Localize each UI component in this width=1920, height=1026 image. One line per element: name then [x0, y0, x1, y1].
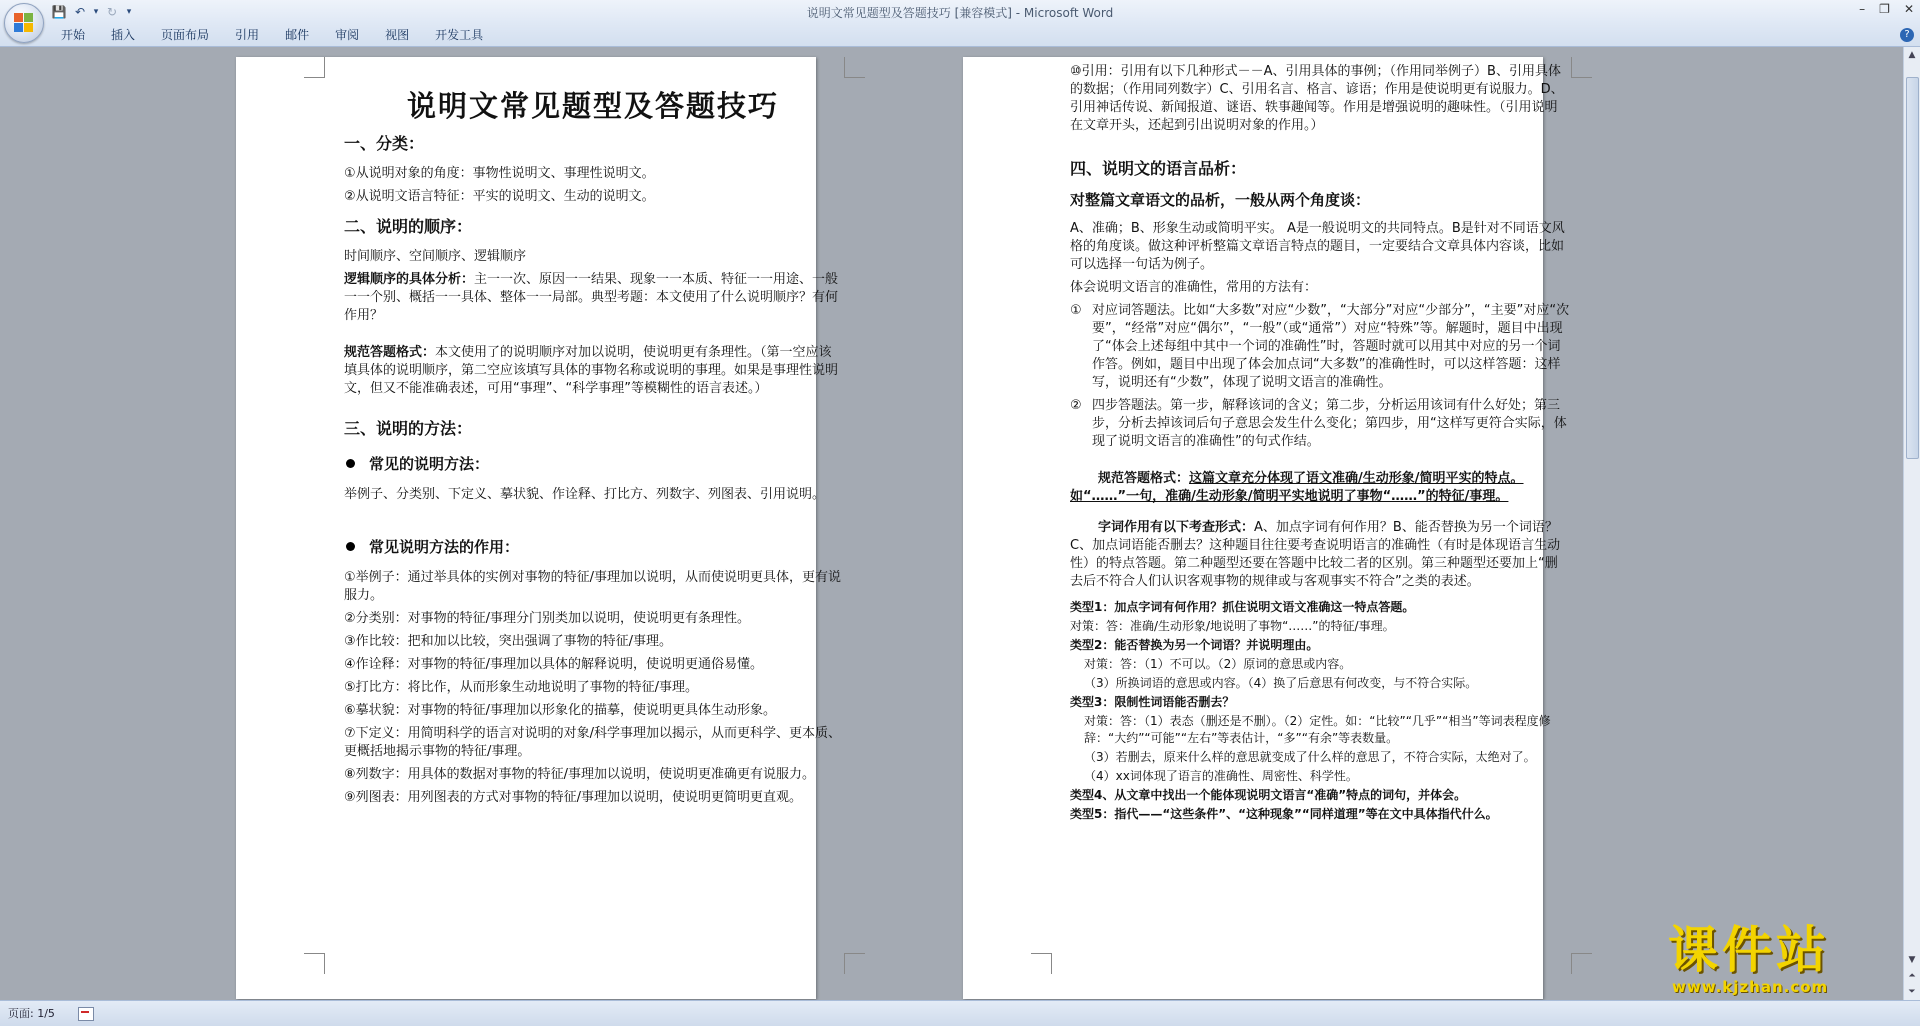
paragraph	[1070, 470, 1570, 506]
crop-mark	[304, 57, 325, 78]
bullet-icon	[346, 542, 355, 551]
text: A、加点字词有何作用？B、能否替换为另一个词语？C、加点词语能否删去？这种题目往往要考查说明语言的准确性（有时是体现语言生动性）的特点答题。第二种题型还要在答题中比较二者的区别。第三种题型还要加上“删去后不符合人们认识客观事物的规律或与客观事实不符合”之类的表述。	[1070, 520, 1561, 589]
crop-mark	[1571, 57, 1592, 78]
scroll-down-icon[interactable]: ▼	[1908, 955, 1916, 965]
list-item: ⑨列图表：用列图表的方式对事物的特征/事理加以说明，使说明更简明更直观。	[344, 790, 803, 805]
tab-page-layout[interactable]: 页面布局	[161, 28, 210, 42]
paragraph: 体会说明文语言的准确性，常用的方法有：	[1070, 280, 1318, 295]
bullet-icon	[346, 459, 355, 468]
crop-mark	[844, 57, 865, 78]
document-title: 说明文常见题型及答题技巧	[406, 89, 779, 123]
office-button[interactable]	[4, 3, 44, 43]
type-heading: 类型3：限制性词语能否删去？	[1070, 695, 1235, 709]
tab-home[interactable]: 开始	[61, 28, 86, 42]
heading-methods: 三、说明的方法：	[344, 419, 473, 438]
minimize-icon[interactable]: –	[1859, 2, 1866, 16]
type-heading: 类型2：能否替换为另一个词语？并说明理由。	[1070, 638, 1319, 652]
paragraph: 对策：答：（1）不可以。（2）原词的意思或内容。	[1084, 657, 1352, 671]
watermark-url: www.kjzhan.com	[1672, 978, 1829, 996]
next-page-icon[interactable]: ⏷	[1908, 987, 1916, 997]
text: 本文使用了的说明顺序对加以说明，使说明更有条理性。（第一空应该填具体的说明顺序，第二空应该填写具体的事物名称或说明的事理。如果是事理性说明文，但又不能准确表述，可用“事理”、“科学事理”等模糊性的语言表述。）	[344, 345, 839, 396]
document-page-1[interactable]	[236, 57, 842, 999]
list-number: ②	[1070, 398, 1082, 413]
text: 这篇文章充分体现了语文准确/生动形象/简明平实的特点。如“……”一句，准确/生动形象/简明平实地说明了事物“……”的特征/事理。	[1070, 471, 1524, 504]
customize-qat-icon[interactable]: ▾	[126, 7, 132, 17]
list-item: ② 四步答题法。第一步，解释该词的含义；第二步，分析运用该词有什么好处；第三步，分析去掉该词后句子意思会发生什么变化；第四步，用“这样写更符合实际，体现了说明文语言的准确性”的句式作结。	[1070, 398, 1567, 449]
tab-view[interactable]: 视图	[385, 28, 410, 42]
list-item: ⑤打比方：将比作，从而形象生动地说明了事物的特征/事理。	[344, 680, 699, 695]
bullet-heading: 常见说明方法的作用：	[344, 537, 842, 557]
crop-mark	[1571, 953, 1592, 974]
list-item: ⑧列数字：用具体的数据对事物的特征/事理加以说明，使说明更准确更有说服力。	[344, 767, 816, 782]
heading-order: 二、说明的顺序：	[344, 217, 473, 236]
subheading: 对整篇文章语文的品析，一般从两个角度谈：	[1070, 191, 1371, 209]
office-logo-icon	[14, 13, 34, 33]
page-content	[1070, 63, 1570, 825]
list-item: ④作诠释：对事物的特征/事理加以具体的解释说明，使说明更通俗易懂。	[344, 657, 764, 672]
label: 字词作用有以下考查形式：	[1098, 520, 1255, 535]
crop-mark	[844, 953, 865, 974]
label: 逻辑顺序的具体分析：	[344, 272, 475, 287]
window-controls	[1859, 2, 1914, 16]
type-heading: 类型5：指代——“这些条件”、“这种现象”“同样道理”等在文中具体指代什么。	[1070, 807, 1498, 821]
list-item: ⑥摹状貌：对事物的特征/事理加以形象化的描摹，使说明更具体生动形象。	[344, 703, 777, 718]
list-item: ②分类别：对事物的特征/事理分门别类加以说明，使说明更有条理性。	[344, 611, 751, 626]
bullet-heading: 常见的说明方法：	[344, 454, 842, 474]
undo-dropdown-icon[interactable]: ▾	[93, 7, 99, 17]
paragraph: 时间顺序、空间顺序、逻辑顺序	[344, 249, 527, 264]
heading-language: 四、说明文的语言品析：	[1070, 159, 1247, 178]
heading-classification: 一、分类：	[344, 134, 425, 153]
window-title: 说明文常见题型及答题技巧 [兼容模式] - Microsoft Word	[806, 6, 1114, 20]
undo-icon[interactable]: ↶	[74, 5, 86, 19]
list-item: ①举例子：通过举具体的实例对事物的特征/事理加以说明，从而使说明更具体，更有说服力。	[344, 570, 842, 603]
page-content	[344, 67, 842, 812]
save-icon[interactable]: 💾	[51, 5, 67, 19]
tab-review[interactable]: 审阅	[335, 28, 360, 42]
previous-page-icon[interactable]: ⏶	[1908, 971, 1916, 981]
list-item: ① 对应词答题法。比如“大多数”对应“少数”，“大部分”对应“少部分”，“主要”对应“次要”，“经常”对应“偶尔”，“一般”（或“通常”）对应“特殊”等。解题时，题目中出现了“体会上述每组中其中一个词的准确性”时，答题时就可以用其中对应的另一个词作答。例如，题目中出现了体会加点词“大多数”的准确性时，可以这样答题：这样写，说明还有“少数”，体现了说明文语言的准确性。	[1070, 303, 1570, 390]
paragraph: 对策：答：（1）表态（删还是不删）。（2）定性。如：“比较”“几乎”“相当”等词表程度修辞：“大约”“可能”“左右”等表估计，“多”“有余”等表数量。	[1084, 714, 1551, 745]
crop-mark	[304, 953, 325, 974]
type-heading: 类型1：加点字词有何作用？抓住说明文语文准确这一特点答题。	[1070, 600, 1415, 614]
paragraph	[1070, 519, 1570, 591]
status-bar	[0, 1000, 1920, 1026]
tab-references[interactable]: 引用	[235, 28, 260, 42]
title-bar	[0, 0, 1920, 24]
list-item: ⑦下定义：用简明科学的语言对说明的对象/科学事理加以揭示，从而更科学、更本质、更概括地揭示事物的特征/事理。	[344, 726, 842, 759]
paragraph	[344, 344, 842, 398]
document-workspace	[0, 47, 1904, 1000]
help-icon[interactable]: ?	[1900, 28, 1914, 42]
paragraph: ②从说明文语言特征：平实的说明文、生动的说明文。	[344, 189, 655, 204]
paragraph: ⑩引用：引用有以下几种形式－－A、引用具体的事例；（作用同举例子）B、引用具体的数据；（作用同列数字）C、引用名言、格言、谚语；作用是使说明更有说服力。D、引用神话传说、新闻报道、谜语、轶事趣闻等。作用是增强说明的趣味性。（引用说明在文章开头，还起到引出说明对象的作用。）	[1070, 64, 1564, 133]
label: 规范答题格式：	[344, 345, 436, 360]
tab-developer[interactable]: 开发工具	[435, 28, 484, 42]
list-number: ①	[1070, 303, 1082, 318]
label: 规范答题格式：	[1098, 471, 1190, 486]
redo-icon[interactable]: ↻	[106, 5, 118, 19]
paragraph: 对策：答：准确/生动形象/地说明了事物“……”的特征/事理。	[1070, 619, 1395, 633]
document-page-2[interactable]	[963, 57, 1570, 999]
watermark-logo	[1668, 922, 1908, 1000]
paragraph: （3）所换词语的意思或内容。（4）换了后意思有何改变，与不符合实际。	[1084, 676, 1478, 690]
scroll-up-icon[interactable]: ▲	[1908, 50, 1916, 60]
paragraph: 举例子、分类别、下定义、摹状貌、作诠释、打比方、列数字、列图表、引用说明。	[344, 487, 826, 502]
paragraph	[344, 271, 842, 325]
list-item: ③作比较：把和加以比较，突出强调了事物的特征/事理。	[344, 634, 673, 649]
proofing-icon[interactable]	[78, 1007, 94, 1021]
text: 主一一次、原因一一结果、现象一一本质、特征一一用途、一般一一个别、概括一一具体、整体一一局部。典型考题：本文使用了什么说明顺序？有何作用？	[344, 272, 839, 323]
paragraph: （4）xx词体现了语言的准确性、周密性、科学性。	[1084, 769, 1358, 783]
paragraph: ①从说明对象的角度：事物性说明文、事理性说明文。	[344, 166, 655, 181]
close-icon[interactable]: ✕	[1903, 2, 1914, 16]
watermark-text: 课件站	[1668, 921, 1830, 979]
crop-mark	[1031, 953, 1052, 974]
paragraph: A、准确；B、形象生动或简明平实。 A是一般说明文的共同特点。B是针对不同语文风格的角度谈。做这种评析整篇文章语言特点的题目，一定要结合文章具体内容谈，比如可以选择一句话为例子。	[1070, 221, 1565, 272]
vertical-scrollbar[interactable]	[1903, 47, 1920, 1000]
restore-icon[interactable]: ❐	[1879, 2, 1890, 16]
scroll-thumb[interactable]	[1906, 77, 1919, 459]
paragraph: （3）若删去，原来什么样的意思就变成了什么样的意思了，不符合实际，太绝对了。	[1084, 750, 1536, 764]
page-indicator[interactable]: 页面: 1/5	[8, 1007, 55, 1020]
ribbon-tab-bar	[0, 24, 1920, 47]
type-heading: 类型4、从文章中找出一个能体现说明文语言“准确”特点的词句，并体会。	[1070, 788, 1467, 802]
tab-insert[interactable]: 插入	[111, 28, 136, 42]
tab-mailings[interactable]: 邮件	[285, 28, 310, 42]
